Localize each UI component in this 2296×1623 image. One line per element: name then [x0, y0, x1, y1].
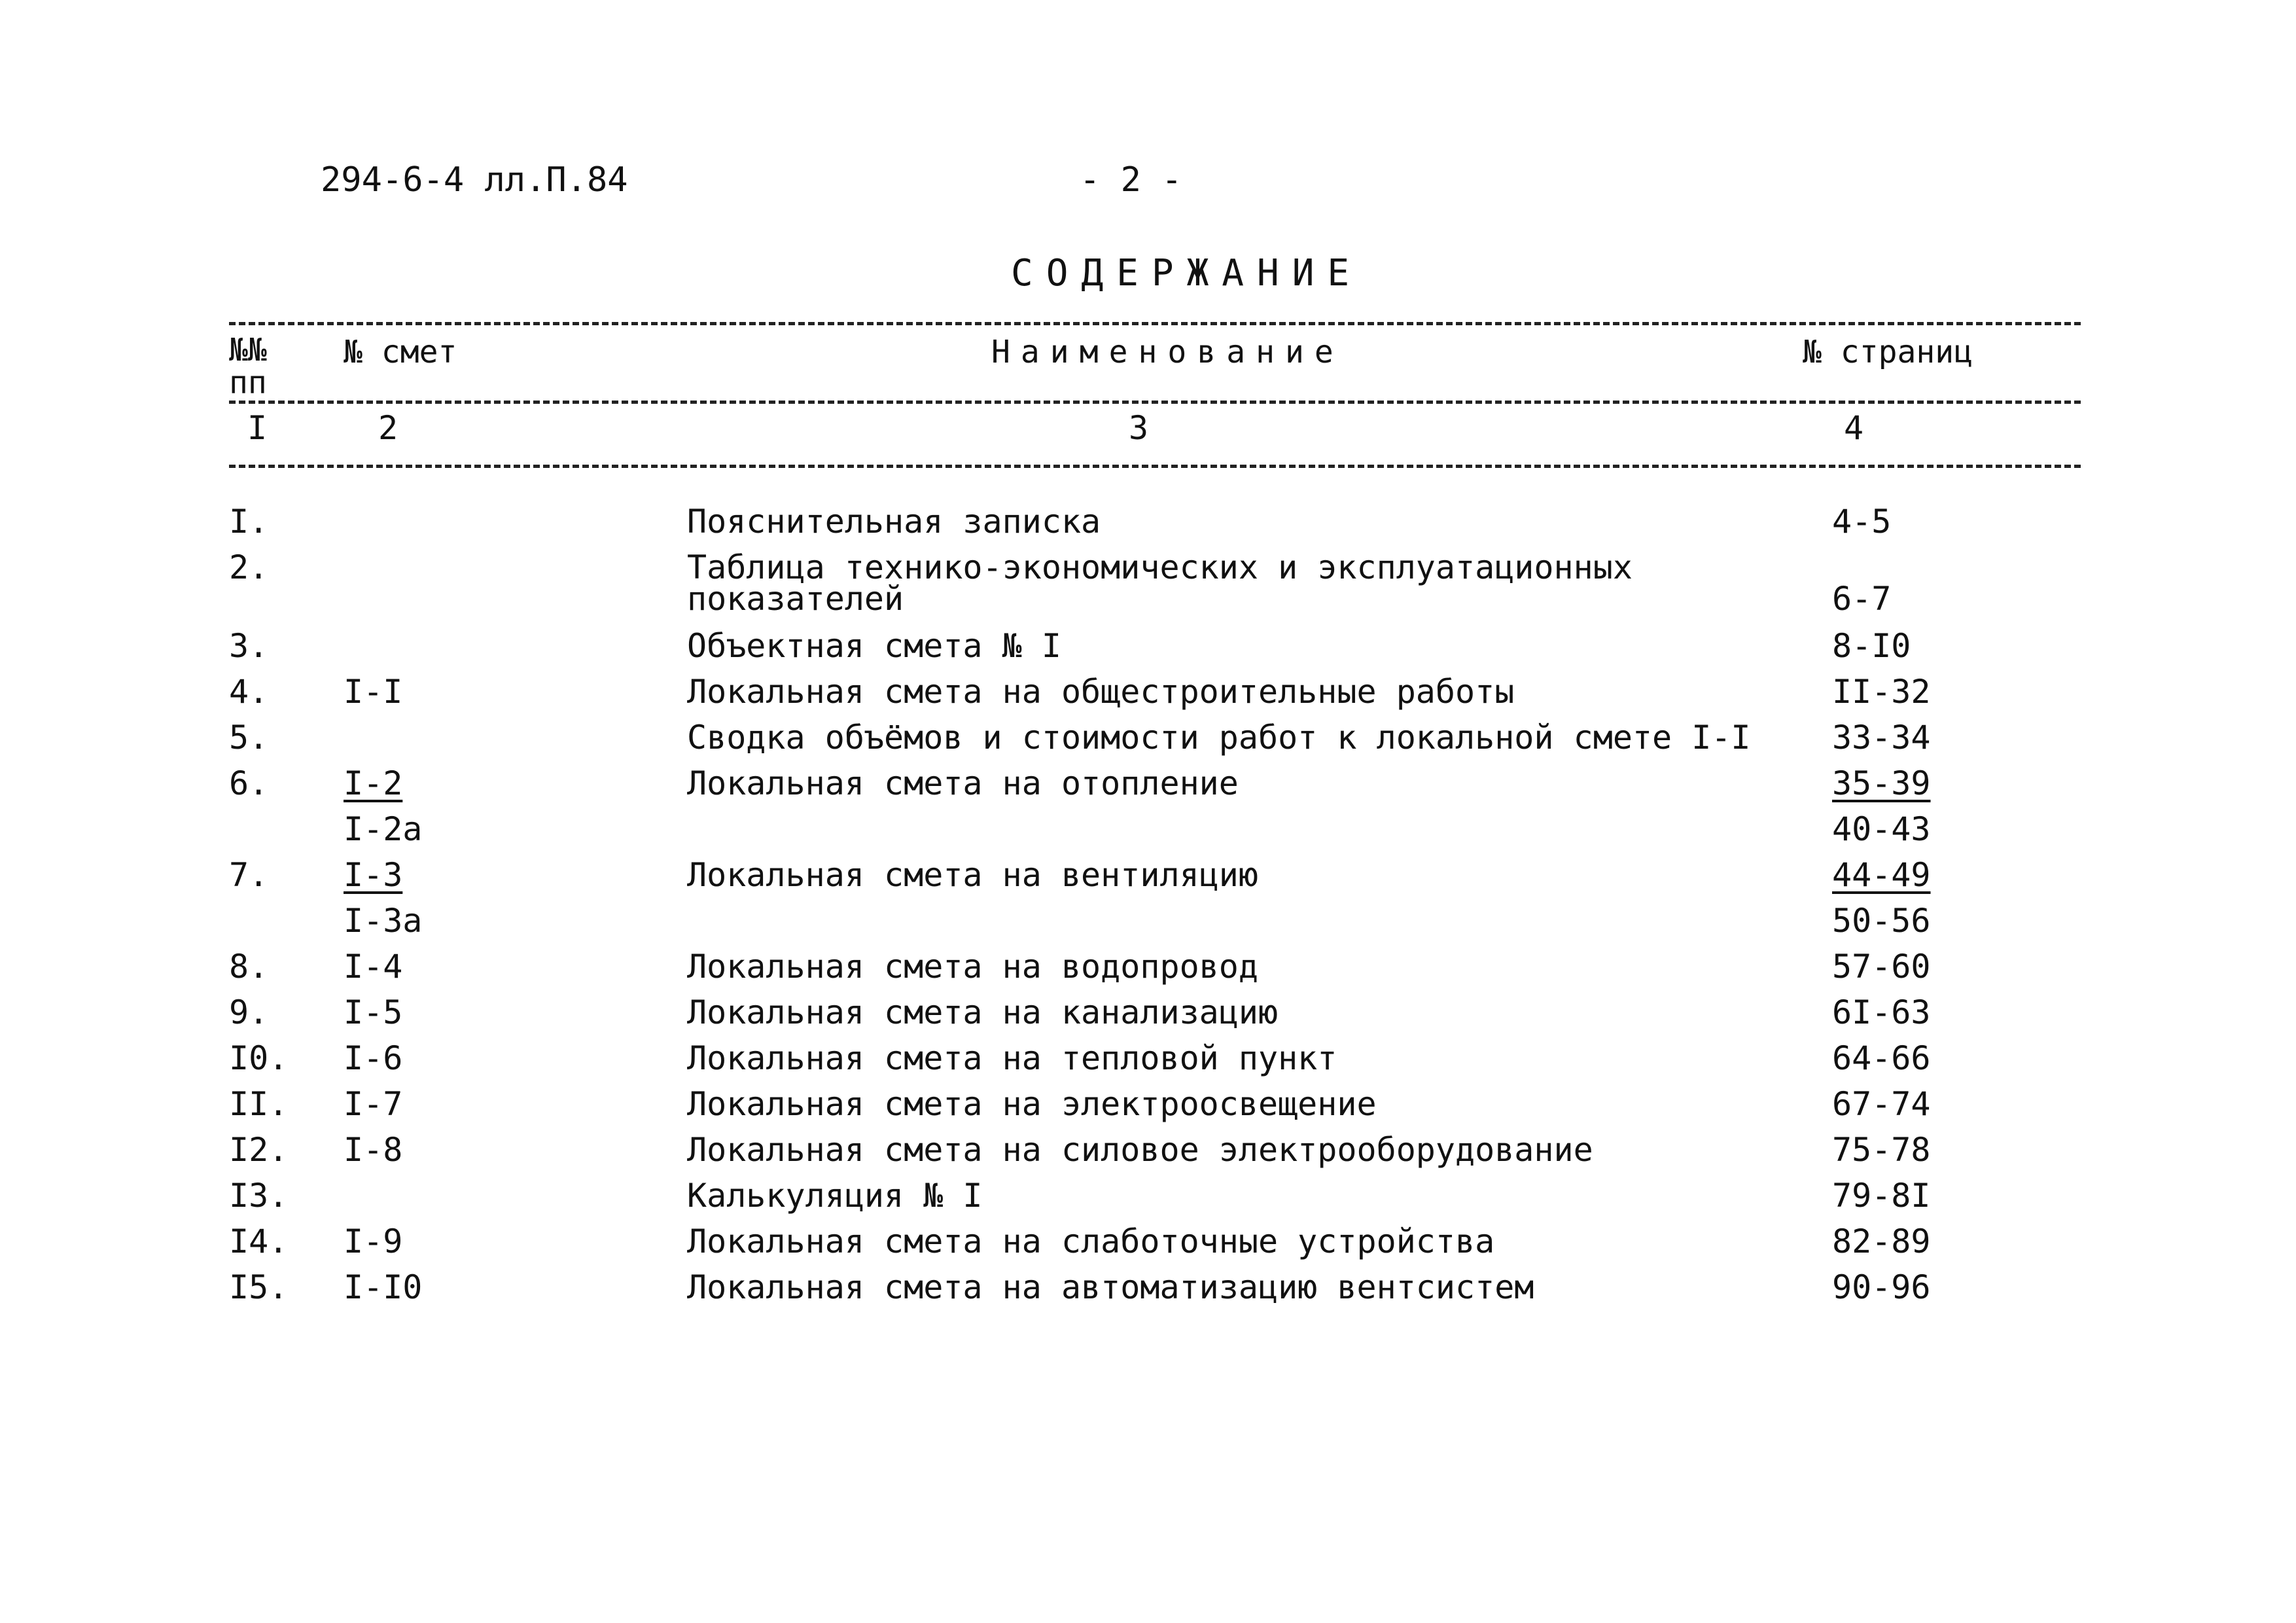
row-title: Локальная смета на силовое электрооборудование — [687, 1131, 1593, 1169]
column-number-3: 3 — [1129, 409, 1149, 447]
table-row — [0, 948, 2296, 993]
row-title: Локальная смета на отопление — [687, 764, 1239, 802]
table-top-rule — [229, 322, 2081, 325]
row-title: Локальная смета на вентиляцию — [687, 856, 1258, 894]
row-smeta: I-8 — [344, 1131, 403, 1169]
row-pages: 8-I0 — [1832, 627, 1911, 665]
row-number: 5. — [229, 719, 269, 757]
row-title: Пояснительная записка — [687, 503, 1101, 541]
row-pages: 4-5 — [1832, 503, 1892, 541]
table-row — [0, 1177, 2296, 1222]
row-number: 7. — [229, 856, 269, 894]
document-code: 294-6-4 лл.П.84 — [321, 160, 628, 200]
column-number-1: I — [247, 409, 268, 447]
row-pages: 6I-63 — [1832, 993, 1931, 1031]
row-pages: 67-74 — [1832, 1085, 1931, 1123]
table-row — [0, 1085, 2296, 1131]
row-number: 9. — [229, 993, 269, 1031]
table-row — [0, 1268, 2296, 1314]
row-title: Локальная смета на автоматизацию вентсистем — [687, 1268, 1534, 1306]
row-pages: 44-49 — [1832, 856, 1931, 894]
column-header-smeta: № смет — [344, 334, 457, 370]
row-smeta: I-7 — [344, 1085, 403, 1123]
row-smeta-secondary: I-3а — [344, 902, 423, 940]
table-row — [0, 993, 2296, 1039]
row-smeta: I-4 — [344, 948, 403, 986]
row-title: Локальная смета на электроосвещение — [687, 1085, 1377, 1123]
row-number: I4. — [229, 1222, 289, 1260]
row-smeta-secondary: I-2а — [344, 810, 423, 848]
page-number: - 2 - — [1080, 160, 1182, 200]
row-title: Локальная смета на канализацию — [687, 993, 1279, 1031]
row-title: Таблица технико-экономических и эксплуатационных — [687, 548, 1633, 586]
row-pages: 6-7 — [1832, 580, 1892, 618]
column-header-name: Наименование — [991, 334, 1344, 370]
row-pages-secondary: 50-56 — [1832, 902, 1931, 940]
row-title: Калькуляция № I — [687, 1177, 983, 1215]
header-bottom-rule — [229, 465, 2081, 468]
table-row — [0, 1131, 2296, 1177]
row-number: 6. — [229, 764, 269, 802]
row-pages: 82-89 — [1832, 1222, 1931, 1260]
row-number: 4. — [229, 673, 269, 711]
table-row — [0, 764, 2296, 856]
row-number: 3. — [229, 627, 269, 665]
row-pages-secondary: 40-43 — [1832, 810, 1931, 848]
row-title: Сводка объёмов и стоимости работ к локальной смете I-I — [687, 719, 1751, 757]
column-number-2: 2 — [378, 409, 398, 447]
row-title: Локальная смета на общестроительные работы — [687, 673, 1515, 711]
row-title: Локальная смета на тепловой пункт — [687, 1039, 1337, 1077]
row-smeta: I-9 — [344, 1222, 403, 1260]
table-row — [0, 1039, 2296, 1085]
row-title-continued: показателей — [687, 580, 904, 618]
page-title: СОДЕРЖАНИЕ — [1011, 252, 1363, 294]
table-row — [0, 673, 2296, 719]
header-divider-rule — [229, 401, 2081, 404]
row-pages: II-32 — [1832, 673, 1931, 711]
row-pages: 90-96 — [1832, 1268, 1931, 1306]
row-number: I. — [229, 503, 269, 541]
row-pages: 79-8I — [1832, 1177, 1931, 1215]
table-row — [0, 719, 2296, 764]
row-smeta: I-I0 — [344, 1268, 423, 1306]
row-title: Локальная смета на водопровод — [687, 948, 1258, 986]
table-row — [0, 548, 2296, 627]
row-pages: 75-78 — [1832, 1131, 1931, 1169]
column-header-pages: № страниц — [1803, 334, 1973, 370]
row-smeta: I-3 — [344, 856, 403, 894]
row-number: I3. — [229, 1177, 289, 1215]
row-smeta: I-I — [344, 673, 403, 711]
table-row — [0, 627, 2296, 673]
row-number: II. — [229, 1085, 289, 1123]
row-smeta: I-6 — [344, 1039, 403, 1077]
row-pages: 57-60 — [1832, 948, 1931, 986]
row-smeta: I-5 — [344, 993, 403, 1031]
row-number: I5. — [229, 1268, 289, 1306]
column-header-nn: №№ пп — [229, 332, 267, 401]
row-pages: 35-39 — [1832, 764, 1931, 802]
row-number: I0. — [229, 1039, 289, 1077]
table-row — [0, 856, 2296, 948]
row-title: Объектная смета № I — [687, 627, 1061, 665]
row-smeta: I-2 — [344, 764, 403, 802]
table-row — [0, 1222, 2296, 1268]
column-number-4: 4 — [1844, 409, 1864, 447]
table-row — [0, 503, 2296, 548]
row-pages: 64-66 — [1832, 1039, 1931, 1077]
row-number: I2. — [229, 1131, 289, 1169]
row-number: 8. — [229, 948, 269, 986]
row-title: Локальная смета на слаботочные устройства — [687, 1222, 1495, 1260]
row-pages: 33-34 — [1832, 719, 1931, 757]
row-number: 2. — [229, 548, 269, 586]
